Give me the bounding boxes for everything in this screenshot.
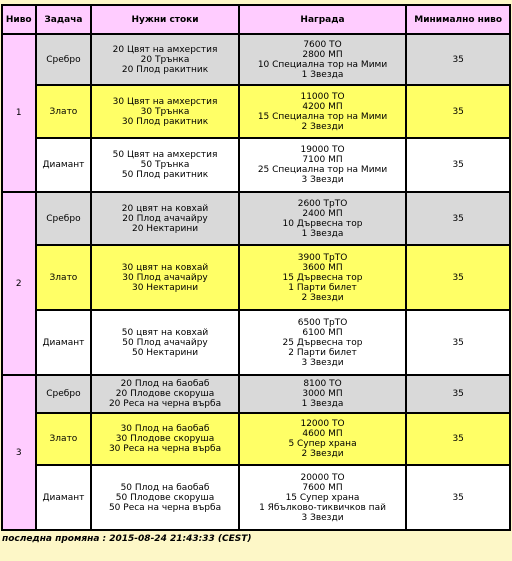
header-goods: Нужни стоки <box>92 6 237 33</box>
min-level-cell: 35 <box>407 35 509 84</box>
reward-line: 2 Парти билет <box>288 347 357 358</box>
goods-line: 20 Нектарини <box>131 223 199 234</box>
task-cell: Диамант <box>37 311 91 374</box>
reward-line: 12000 ТО <box>300 419 345 429</box>
goods-line: 20 Плод на баобаб <box>120 379 210 389</box>
reward-line: 3 Звезди <box>301 175 344 185</box>
reward-line: 2 Звезди <box>301 449 344 459</box>
reward-line: 19000 ТО <box>300 145 345 155</box>
reward-line: 20000 ТО <box>300 472 345 483</box>
goods-line: 20 Реса на черна върба <box>108 399 222 409</box>
min-level-cell: 35 <box>407 193 509 244</box>
reward-cell <box>240 35 406 84</box>
goods-line: 30 Цвят на амхерстия <box>112 96 218 107</box>
reward-line: 6100 МП <box>302 327 343 338</box>
goods-line: 30 Нектарини <box>131 282 199 293</box>
reward-cell <box>240 86 406 137</box>
min-level-cell: 35 <box>407 376 509 412</box>
reward-cell <box>240 466 406 529</box>
goods-line: 30 Трънка <box>140 106 190 117</box>
goods-line: 50 Плод ачачайру <box>122 337 208 348</box>
last-modified: последна промяна : 2015-08-24 21:43:33 (CEST) <box>2 534 252 544</box>
table-row <box>3 376 509 412</box>
goods-line: 50 Плод ракитник <box>121 170 209 180</box>
goods-line: 50 Плодове скоруша <box>115 492 215 503</box>
reward-line: 10 Специална тор на Мими <box>257 59 388 70</box>
goods-cell <box>92 246 237 309</box>
table-row <box>3 86 509 137</box>
goods-line: 50 Нектарини <box>131 347 199 358</box>
goods-cell <box>92 86 237 137</box>
reward-line: 2 Звезди <box>301 121 344 132</box>
reward-line: 15 Дървесна тор <box>282 272 363 283</box>
goods-cell <box>92 139 237 191</box>
task-cell: Злато <box>37 414 91 464</box>
reward-line: 7100 МП <box>302 155 343 165</box>
reward-line: 8100 ТО <box>303 379 342 389</box>
goods-line: 20 Трънка <box>140 54 190 65</box>
goods-line: 50 Плод на баобаб <box>120 482 210 493</box>
goods-line: 30 цвят на ковхай <box>121 262 209 273</box>
reward-line: 25 Специална тор на Мими <box>257 165 388 175</box>
reward-line: 3600 МП <box>302 262 343 273</box>
header-reward: Награда <box>240 6 406 33</box>
table-row <box>3 193 509 244</box>
min-level-cell: 35 <box>407 414 509 464</box>
task-cell: Сребро <box>37 35 91 84</box>
header-min-level: Минимално ниво <box>407 6 509 33</box>
reward-cell <box>240 376 406 412</box>
goods-cell <box>92 35 237 84</box>
goods-cell <box>92 311 237 374</box>
reward-line: 1 Звезда <box>301 69 344 80</box>
reward-line: 1 Звезда <box>301 399 344 409</box>
task-cell: Злато <box>37 86 91 137</box>
level-cell: 2 <box>3 193 35 374</box>
goods-line: 30 Реса на черна върба <box>108 444 222 454</box>
reward-line: 10 Дървесна тор <box>282 218 363 229</box>
reward-line: 1 Парти билет <box>288 282 357 293</box>
reward-line: 3 Звезди <box>301 357 344 368</box>
goods-line: 30 Плод ракитник <box>121 116 209 127</box>
task-cell: Сребро <box>37 376 91 412</box>
header-task: Задача <box>37 6 91 33</box>
reward-line: 1 Звезда <box>301 228 344 239</box>
reward-line: 2400 МП <box>302 208 343 219</box>
reward-cell <box>240 139 406 191</box>
goods-line: 20 цвят на ковхай <box>121 203 209 214</box>
min-level-cell: 35 <box>407 139 509 191</box>
reward-line: 15 Специална тор на Мими <box>257 111 388 122</box>
header-level: Ниво <box>3 6 35 33</box>
goods-line: 30 Плодове скоруша <box>115 434 215 444</box>
goods-line: 20 Плодове скоруша <box>115 389 215 399</box>
goods-cell <box>92 193 237 244</box>
goods-cell <box>92 466 237 529</box>
goods-line: 20 Плод ачачайру <box>122 213 208 224</box>
reward-line: 5 Супер храна <box>288 439 357 449</box>
reward-line: 7600 МП <box>302 482 343 493</box>
reward-line: 6500 ТрТО <box>297 317 348 328</box>
min-level-cell: 35 <box>407 311 509 374</box>
reward-line: 4600 МП <box>302 429 343 439</box>
reward-line: 2 Звезди <box>301 292 344 303</box>
goods-line: 20 Плод ракитник <box>121 64 209 75</box>
reward-cell <box>240 311 406 374</box>
min-level-cell: 35 <box>407 246 509 309</box>
reward-line: 7600 ТО <box>303 39 342 50</box>
goods-cell <box>92 376 237 412</box>
reward-line: 11000 ТО <box>300 91 345 102</box>
reward-cell <box>240 414 406 464</box>
goods-cell <box>92 414 237 464</box>
table-body <box>3 35 509 529</box>
level-cell: 3 <box>3 376 35 529</box>
reward-line: 3 Звезди <box>301 512 344 523</box>
reward-line: 4200 МП <box>302 101 343 112</box>
reward-line: 2800 МП <box>302 49 343 60</box>
reward-line: 15 Супер храна <box>285 492 360 503</box>
min-level-cell: 35 <box>407 466 509 529</box>
goods-line: 50 Реса на черна върба <box>108 502 222 513</box>
task-cell: Сребро <box>37 193 91 244</box>
table-row <box>3 139 509 191</box>
task-cell: Злато <box>37 246 91 309</box>
table-row <box>3 311 509 374</box>
reward-line: 25 Дървесна тор <box>282 337 363 348</box>
reward-line: 2600 ТрТО <box>297 198 348 209</box>
reward-line: 3900 ТрТО <box>297 252 348 263</box>
table-row <box>3 466 509 529</box>
min-level-cell: 35 <box>407 86 509 137</box>
goods-line: 20 Цвят на амхерстия <box>112 44 218 55</box>
goods-line: 50 Цвят на амхерстия <box>112 150 218 160</box>
level-cell: 1 <box>3 35 35 191</box>
reward-cell <box>240 193 406 244</box>
goods-line: 50 цвят на ковхай <box>121 327 209 338</box>
goods-line: 30 Плод ачачайру <box>122 272 208 283</box>
rewards-table <box>1 4 511 531</box>
task-cell: Диамант <box>37 466 91 529</box>
goods-line: 30 Плод на баобаб <box>120 424 210 434</box>
reward-cell <box>240 246 406 309</box>
task-cell: Диамант <box>37 139 91 191</box>
table-header-row <box>3 6 509 33</box>
goods-line: 50 Трънка <box>140 160 190 170</box>
table-row <box>3 35 509 84</box>
reward-line: 3000 МП <box>302 389 343 399</box>
reward-line: 1 Ябълково-тиквичков пай <box>259 502 386 513</box>
table-row <box>3 414 509 464</box>
table-row <box>3 246 509 309</box>
